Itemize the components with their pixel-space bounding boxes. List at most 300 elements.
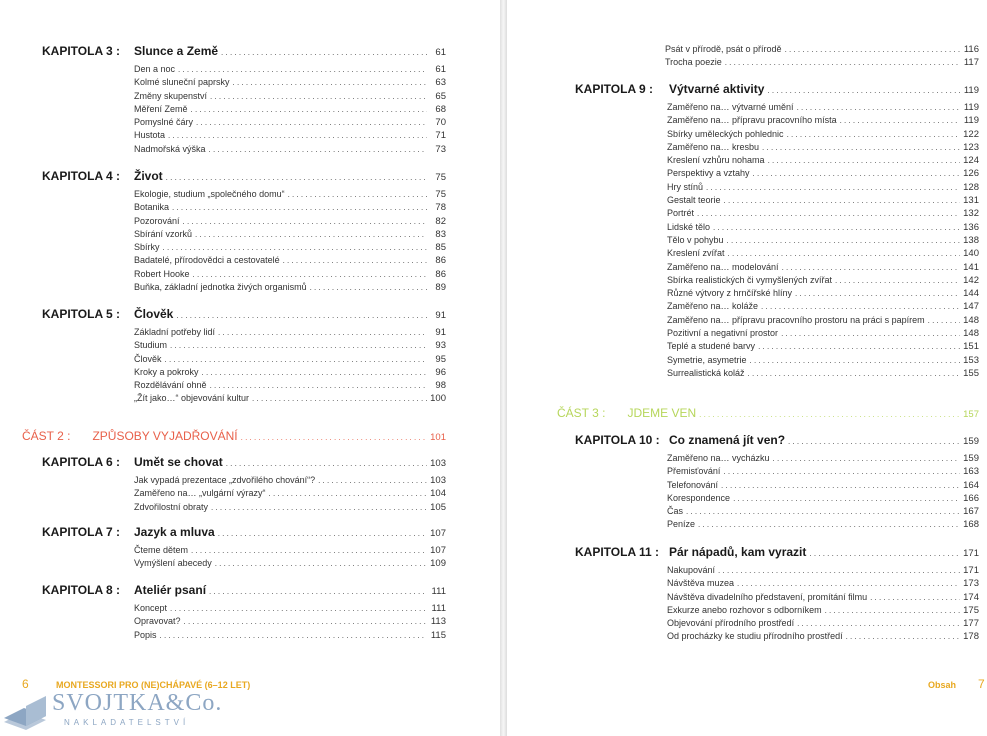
toc-entry <box>667 129 979 142</box>
leader <box>758 342 960 351</box>
leader <box>211 503 427 512</box>
entry-page: 175 <box>963 604 979 616</box>
part-3-heading <box>557 406 979 422</box>
entry-title: Základní potřeby lidí <box>134 327 216 337</box>
entry-title: Kolmé sluneční paprsky <box>134 77 230 88</box>
toc-entry <box>667 235 979 248</box>
leader <box>706 183 960 192</box>
entry-title: Zaměřeno na… koláže <box>667 301 759 312</box>
toc-entry <box>134 216 446 229</box>
toc-entry <box>667 301 979 314</box>
leader <box>202 368 427 377</box>
entry-page: 144 <box>963 288 979 300</box>
entry-title: Lidské tělo <box>667 221 711 232</box>
entry-list <box>134 327 446 407</box>
entry-title: Portrét <box>667 208 695 219</box>
entry-title: Robert Hooke <box>134 268 190 279</box>
toc-entry <box>667 262 979 275</box>
entry-title: Zdvořilostní obraty <box>134 501 209 512</box>
toc-entry <box>134 380 446 393</box>
leader <box>160 631 427 640</box>
entry-page: 166 <box>963 492 979 504</box>
entry-list <box>134 64 446 157</box>
leader <box>870 593 960 602</box>
entry-page: 147 <box>963 301 979 313</box>
toc-entry <box>667 328 979 341</box>
toc-entry <box>134 130 446 143</box>
entry-page: 173 <box>963 578 979 590</box>
chapter-9 <box>575 82 979 381</box>
entry-title: Pomyslné čáry <box>134 117 194 128</box>
entry-list <box>134 545 446 572</box>
entry-page: 95 <box>435 353 446 365</box>
leader <box>193 270 427 279</box>
toc-entry <box>667 195 979 208</box>
leader <box>788 437 960 446</box>
leader <box>753 169 960 178</box>
entry-page: 83 <box>435 228 446 240</box>
leader <box>750 356 960 365</box>
entry-page: 128 <box>963 181 979 193</box>
toc-entry <box>667 182 979 195</box>
leader <box>840 116 960 125</box>
entry-title: Čas <box>667 506 684 517</box>
entry-title: Sbírky uměleckých pohlednic <box>667 128 784 139</box>
chapter-page: 61 <box>435 47 446 58</box>
leader <box>846 632 960 641</box>
leader <box>163 243 427 252</box>
leader <box>797 103 960 112</box>
toc-entry <box>667 480 979 493</box>
toc-entry <box>134 255 446 268</box>
chapter-page: 107 <box>430 528 446 539</box>
leader <box>221 48 427 57</box>
toc-entry <box>134 64 446 77</box>
toc-entry <box>667 618 979 631</box>
toc-entry <box>134 229 446 242</box>
entry-title: Den a noc <box>134 64 176 74</box>
toc-entry <box>134 117 446 130</box>
entry-title: Zaměřeno na… „vulgární výrazy“ <box>134 488 266 499</box>
chapter-label: KAPITOLA 5 : <box>42 307 121 321</box>
entry-title: Od procházky ke studiu přírodního prostředí <box>667 631 843 642</box>
entry-title: Pozitivní a negativní prostor <box>667 328 779 339</box>
entry-page: 168 <box>963 519 979 531</box>
toc-entry <box>134 282 446 295</box>
chapter-4 <box>42 169 446 295</box>
entry-page: 93 <box>435 340 446 352</box>
chapter-page: 91 <box>435 310 446 321</box>
toc-entry <box>667 368 979 381</box>
toc-entry <box>667 222 979 235</box>
chapter-heading <box>42 307 446 323</box>
toc-entry <box>667 102 979 115</box>
part-page: 157 <box>963 409 979 420</box>
entry-page: 119 <box>963 115 979 127</box>
toc-entry <box>134 475 446 488</box>
chapter-6 <box>42 455 446 515</box>
entry-title: Změny skupenství <box>134 90 208 101</box>
toc-entry <box>667 578 979 591</box>
leader <box>718 566 960 575</box>
leader <box>928 316 960 325</box>
leader <box>269 489 427 498</box>
chapter-page: 75 <box>435 172 446 183</box>
entry-list <box>665 44 979 71</box>
toc-entry <box>667 208 979 221</box>
entry-page: 70 <box>435 117 446 129</box>
entry-page: 131 <box>963 195 979 207</box>
logo-subtitle: NAKLADATELSTVÍ <box>64 718 190 727</box>
entry-title: Botanika <box>134 202 170 213</box>
entry-page: 65 <box>435 90 446 102</box>
leader <box>748 369 960 378</box>
toc-entry <box>134 630 446 643</box>
part-title: JDEME VEN <box>627 406 697 420</box>
leader <box>737 579 960 588</box>
leader <box>233 78 427 87</box>
entry-page: 68 <box>435 103 446 115</box>
leader <box>698 520 960 529</box>
page-number: 6 <box>22 677 29 691</box>
leader <box>191 105 427 114</box>
leader <box>724 196 960 205</box>
toc-entry <box>667 155 979 168</box>
chapter-label: KAPITOLA 9 : <box>575 82 654 96</box>
leader <box>168 131 427 140</box>
chapter-label: KAPITOLA 8 : <box>42 583 121 597</box>
entry-title: Peníze <box>667 519 696 530</box>
chapter-title: Výtvarné aktivity <box>669 82 765 96</box>
toc-entry <box>134 502 446 515</box>
toc-entry <box>667 605 979 618</box>
leader <box>210 381 427 390</box>
leader <box>727 236 960 245</box>
entry-title: Sbírky <box>134 242 160 253</box>
chapter-10 <box>575 433 979 533</box>
entry-title: Zaměřeno na… přípravu pracovního prostoru na práci s papírem <box>667 314 925 325</box>
toc-entry <box>134 269 446 282</box>
leader <box>166 173 427 182</box>
part-label: ČÁST 2 : <box>22 429 71 443</box>
entry-page: 136 <box>963 221 979 233</box>
leader <box>170 341 427 350</box>
toc-entry <box>667 631 979 644</box>
entry-page: 132 <box>963 208 979 220</box>
entry-page: 124 <box>963 155 979 167</box>
entry-title: Kreslení zvířat <box>667 248 725 259</box>
leader <box>209 587 427 596</box>
entry-title: Koncept <box>134 603 168 613</box>
entry-page: 91 <box>435 327 446 338</box>
entry-page: 164 <box>963 479 979 491</box>
leader <box>165 355 427 364</box>
entry-page: 107 <box>430 545 446 556</box>
entry-page: 178 <box>963 631 979 643</box>
leader <box>318 476 427 485</box>
leader <box>781 329 960 338</box>
chapter-8 <box>42 583 446 643</box>
entry-page: 98 <box>435 380 446 392</box>
entry-page: 63 <box>435 77 446 89</box>
entry-title: Surrealistická koláž <box>667 367 745 378</box>
entry-title: Návštěva divadelního představení, promítání filmu <box>667 591 868 602</box>
entry-page: 153 <box>963 354 979 366</box>
leader <box>773 454 960 463</box>
publisher-logo <box>2 690 223 734</box>
entry-page: 109 <box>430 558 446 570</box>
entry-title: Studium <box>134 340 168 351</box>
toc-entry <box>134 340 446 353</box>
part-title: ZPŮSOBY VYJADŘOVÁNÍ <box>92 429 238 443</box>
entry-title: Objevování přírodního prostředí <box>667 618 795 629</box>
entry-title: Zaměřeno na… výtvarné umění <box>667 102 794 112</box>
entry-page: 78 <box>435 202 446 214</box>
entry-title: Telefonování <box>667 479 719 490</box>
leader <box>782 263 960 272</box>
book-spine <box>500 0 507 736</box>
chapter-title: Pár nápadů, kam vyrazit <box>669 545 807 559</box>
entry-page: 123 <box>963 141 979 153</box>
toc-entry <box>134 603 446 616</box>
entry-page: 100 <box>430 393 446 405</box>
running-footer: MONTESSORI PRO (NE)CHÁPAVÉ (6–12 LET) <box>56 680 251 690</box>
entry-page: 171 <box>963 565 979 576</box>
entry-list <box>134 475 446 515</box>
leader <box>787 130 960 139</box>
entry-title: Pozorování <box>134 215 180 226</box>
entry-title: Sbírání vzorků <box>134 228 193 239</box>
entry-list <box>134 189 446 295</box>
leader <box>283 256 427 265</box>
entry-page: 73 <box>435 143 446 155</box>
part-label: ČÁST 3 : <box>557 406 606 420</box>
toc-entry <box>134 393 446 406</box>
entry-page: 89 <box>435 282 446 294</box>
entry-title: Kreslení vzhůru nohama <box>667 155 765 166</box>
right-page <box>507 0 987 736</box>
entry-page: 86 <box>435 268 446 280</box>
page-number: 7 <box>978 677 985 691</box>
chapter-title: Člověk <box>134 307 174 321</box>
entry-title: Vymýšlení abecedy <box>134 558 212 569</box>
part-page: 101 <box>430 432 446 443</box>
entry-list <box>667 453 979 533</box>
leader <box>215 559 427 568</box>
chapter-heading <box>575 82 979 98</box>
leader <box>733 494 960 503</box>
leader <box>218 529 427 538</box>
entry-page: 105 <box>430 501 446 513</box>
toc-entry <box>667 466 979 479</box>
entry-title: Čteme dětem <box>134 545 189 555</box>
entry-title: Sbírka realistických či vymyšlených zvířat <box>667 274 833 285</box>
entry-page: 159 <box>963 453 979 464</box>
leader <box>288 190 427 199</box>
entry-page: 126 <box>963 168 979 180</box>
leader <box>226 459 427 468</box>
chapter-label: KAPITOLA 4 : <box>42 169 121 183</box>
entry-title: Návštěva muzea <box>667 578 735 589</box>
entry-title: Trocha poezie <box>665 57 722 68</box>
running-footer: Obsah <box>928 680 957 690</box>
entry-page: 174 <box>963 591 979 603</box>
toc-entry <box>667 592 979 605</box>
entry-page: 148 <box>963 328 979 340</box>
leader <box>195 230 427 239</box>
entry-title: „Žít jako…“ objevování kultur <box>134 393 250 404</box>
entry-page: 85 <box>435 242 446 254</box>
chapter-title: Ateliér psaní <box>134 583 207 597</box>
entry-list <box>667 102 979 381</box>
entry-title: Nakupování <box>667 565 716 575</box>
leader <box>183 217 427 226</box>
entry-title: Gestalt teorie <box>667 195 721 206</box>
entry-page: 142 <box>963 274 979 286</box>
entry-page: 75 <box>435 189 446 200</box>
continued-entries <box>665 44 979 71</box>
chapter-heading <box>42 455 446 471</box>
entry-page: 148 <box>963 314 979 326</box>
toc-entry <box>667 493 979 506</box>
entry-title: Exkurze anebo rozhovor s odborníkem <box>667 604 822 615</box>
leader <box>785 45 960 54</box>
entry-title: Jak vypadá prezentace „zdvořilého chování“? <box>134 475 316 485</box>
leader <box>761 302 960 311</box>
entry-title: Popis <box>134 629 157 640</box>
entry-title: Psát v přírodě, psát o přírodě <box>665 44 782 54</box>
entry-page: 119 <box>963 102 979 113</box>
entry-page: 177 <box>963 618 979 630</box>
entry-title: Zaměřeno na… přípravu pracovního místa <box>667 115 837 126</box>
entry-page: 122 <box>963 128 979 140</box>
leader <box>809 549 960 558</box>
entry-title: Kroky a pokroky <box>134 366 199 377</box>
entry-page: 163 <box>963 466 979 478</box>
entry-title: Zaměřeno na… modelování <box>667 261 779 272</box>
toc-entry <box>134 558 446 571</box>
chapter-11 <box>575 545 979 645</box>
entry-page: 138 <box>963 234 979 246</box>
logo-text: SVOJTKA&Co. <box>52 690 223 716</box>
chapter-label: KAPITOLA 7 : <box>42 525 121 539</box>
chapter-3 <box>42 44 446 157</box>
leader <box>762 143 960 152</box>
leader <box>310 283 427 292</box>
leader <box>699 410 960 419</box>
entry-title: Zaměřeno na… vycházku <box>667 453 770 463</box>
entry-title: Tělo v pohybu <box>667 234 724 245</box>
chapter-7 <box>42 525 446 572</box>
chapter-label: KAPITOLA 10 : <box>575 433 660 447</box>
chapter-heading <box>575 545 979 561</box>
entry-title: Hry stínů <box>667 181 704 192</box>
leader <box>218 328 427 337</box>
leader <box>725 58 960 67</box>
chapter-title: Život <box>134 169 163 183</box>
toc-entry <box>667 288 979 301</box>
entry-page: 140 <box>963 248 979 260</box>
toc-entry <box>134 616 446 629</box>
leader <box>178 65 427 74</box>
chapter-page: 171 <box>963 548 979 559</box>
entry-list <box>134 603 446 643</box>
entry-page: 141 <box>963 261 979 273</box>
entry-title: Korespondence <box>667 492 731 503</box>
chapter-heading <box>42 44 446 60</box>
toc-entry <box>134 242 446 255</box>
chapter-page: 103 <box>430 458 446 469</box>
leader <box>825 606 960 615</box>
leader <box>797 619 960 628</box>
chapter-heading <box>42 525 446 541</box>
entry-page: 167 <box>963 506 979 518</box>
entry-title: Buňka, základní jednotka živých organismů <box>134 282 307 293</box>
leader <box>835 276 960 285</box>
toc-entry <box>134 367 446 380</box>
leader <box>767 86 960 95</box>
entry-page: 61 <box>435 64 446 75</box>
toc-entry <box>134 488 446 501</box>
toc-entry <box>134 144 446 157</box>
toc-entry <box>134 104 446 117</box>
leader <box>252 394 427 403</box>
chapter-5 <box>42 307 446 407</box>
book-icon <box>2 692 48 732</box>
entry-title: Teplé a studené barvy <box>667 341 756 352</box>
leader <box>728 249 960 258</box>
entry-title: Přemisťování <box>667 466 721 477</box>
chapter-title: Umět se chovat <box>134 455 223 469</box>
chapter-heading <box>575 433 979 449</box>
entry-title: Badatelé, přírodovědci a cestovatelé <box>134 255 280 266</box>
toc-entry <box>667 248 979 261</box>
leader <box>697 209 960 218</box>
entry-title: Perspektivy a vztahy <box>667 168 750 179</box>
toc-entry <box>665 57 979 70</box>
toc-entry <box>134 327 446 340</box>
entry-page: 115 <box>430 629 446 641</box>
leader <box>172 203 427 212</box>
entry-page: 96 <box>435 366 446 378</box>
chapter-page: 119 <box>963 85 979 96</box>
entry-title: Symetrie, asymetrie <box>667 354 747 365</box>
chapter-heading <box>42 583 446 599</box>
toc-entry <box>134 202 446 215</box>
chapter-title: Co znamená jít ven? <box>669 433 786 447</box>
toc-entry <box>667 355 979 368</box>
entry-page: 104 <box>430 488 446 500</box>
entry-page: 86 <box>435 255 446 267</box>
entry-title: Zaměřeno na… kresbu <box>667 141 760 152</box>
entry-title: Člověk <box>134 353 162 364</box>
leader <box>686 507 960 516</box>
toc-entry <box>667 315 979 328</box>
part-2-heading <box>22 429 446 445</box>
entry-page: 117 <box>963 57 979 69</box>
toc-entry <box>667 275 979 288</box>
leader <box>795 289 960 298</box>
toc-entry <box>134 77 446 90</box>
leader <box>713 223 960 232</box>
toc-entry <box>134 354 446 367</box>
toc-entry <box>667 115 979 128</box>
chapter-title: Slunce a Země <box>134 44 219 58</box>
toc-entry <box>134 545 446 558</box>
entry-title: Různé výtvory z hrnčířské hlíny <box>667 288 793 299</box>
chapter-title: Jazyk a mluva <box>134 525 215 539</box>
leader <box>170 604 427 613</box>
